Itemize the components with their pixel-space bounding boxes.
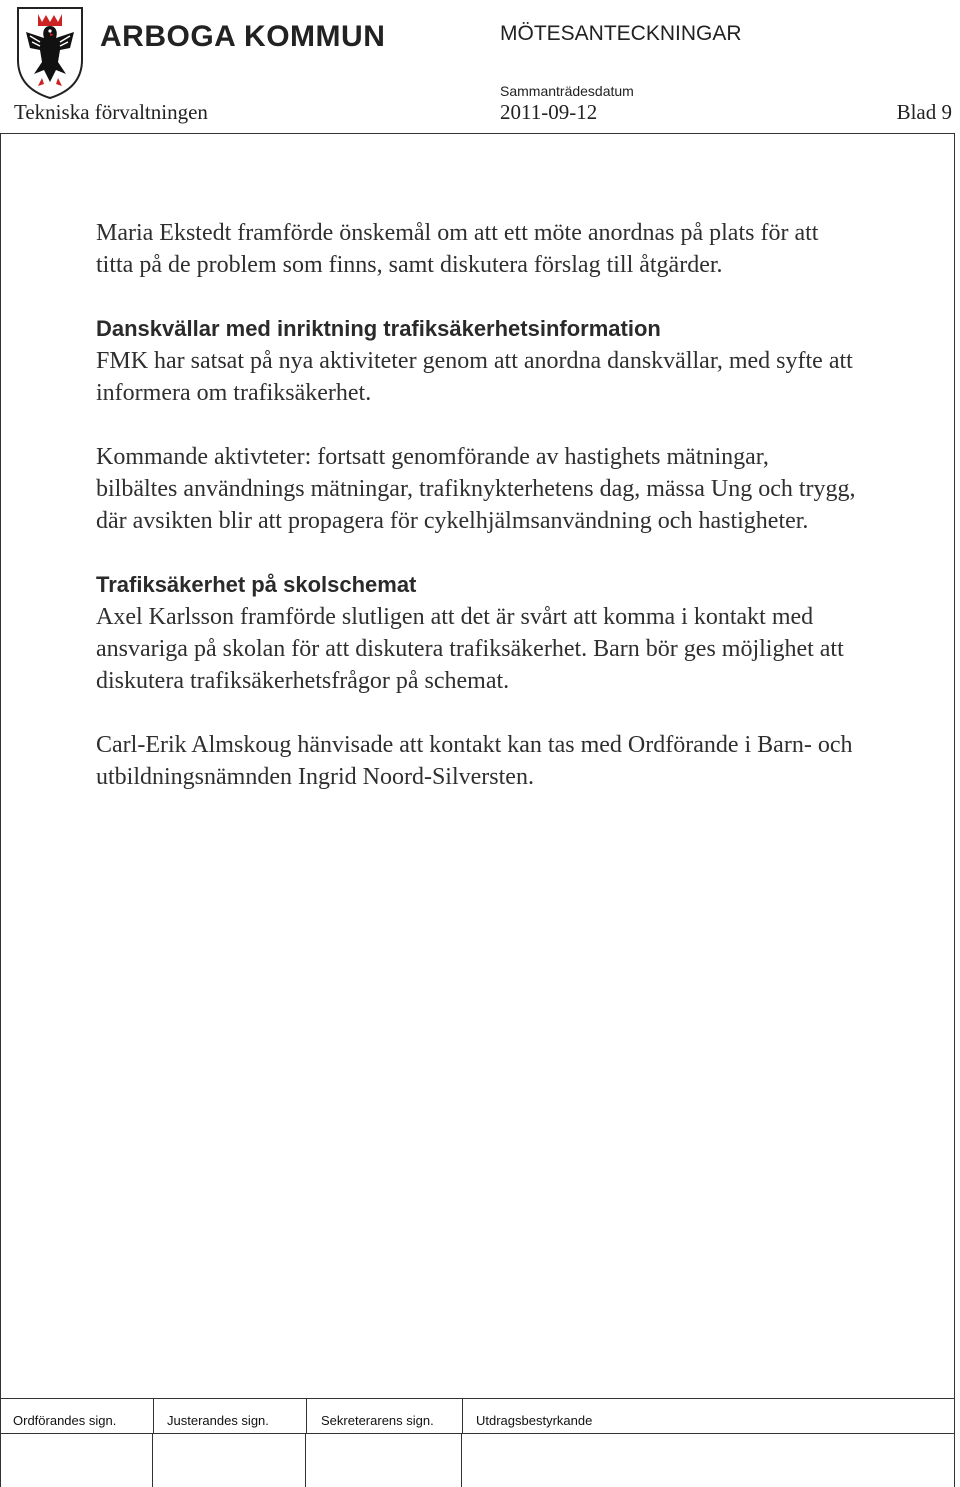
heading-dance-evenings: Danskvällar med inriktning trafiksäkerhetsinformation [96, 316, 661, 341]
document-type: MÖTESANTECKNINGAR [500, 22, 742, 45]
signature-box-secretary [306, 1399, 463, 1433]
paragraph-fmk-activities: FMK har satsat på nya aktiviteter genom att anordna danskvällar, med syfte att informera om trafiksäkerhet. [96, 348, 853, 406]
secretary-sign-label: Sekreterarens sign. [321, 1413, 434, 1428]
signature-space-secretary [305, 1434, 462, 1487]
signature-row [0, 1398, 955, 1434]
signature-box-adjuster [153, 1399, 307, 1433]
paragraph-upcoming-activities: Kommande aktivteter: fortsatt genomförande av hastighets mätningar, bilbältes användnings mätningar, trafiknykterhetens dag, mässa Ung och trygg, där avsikten blir att propagera för cykelhjälmsanvändning och hastigheter. [96, 444, 856, 534]
paragraph-school-contact: Axel Karlsson framförde slutligen att det är svårt att komma i kontakt med ansvariga på skolan för att diskutera trafiksäkerhet. Barn bör ges möjlighet att diskutera trafiksäkerhetsfrågor på schemat. [96, 604, 844, 694]
municipality-name: ARBOGA KOMMUN [100, 20, 386, 53]
sheet-number: Blad 9 [896, 100, 952, 124]
signature-box-extract [462, 1399, 955, 1433]
adjuster-sign-label: Justerandes sign. [167, 1413, 269, 1428]
meeting-date: 2011-09-12 [500, 100, 598, 124]
department-name: Tekniska förvaltningen [14, 100, 208, 124]
signature-box-chair [1, 1399, 154, 1433]
signature-space-adjuster [152, 1434, 306, 1487]
chair-sign-label: Ordförandes sign. [13, 1413, 117, 1428]
signature-space-chair [1, 1434, 153, 1487]
signature-area [0, 1434, 955, 1487]
paragraph-site-visit: Maria Ekstedt framförde önskemål om att ett möte anordnas på plats för att titta på de problem som finns, samt diskutera förslag till åtgärder. [96, 220, 819, 278]
document-body [96, 217, 856, 825]
paragraph-board-contact: Carl-Erik Almskoug hänvisade att kontakt kan tas med Ordförande i Barn- och utbildningsnämnden Ingrid Noord-Silversten. [96, 732, 853, 790]
extract-certify-label: Utdragsbestyrkande [476, 1413, 593, 1428]
municipal-crest-logo [14, 4, 86, 100]
heading-school-schedule: Trafiksäkerhet på skolschemat [96, 572, 417, 597]
meeting-date-label: Sammanträdesdatum [500, 83, 634, 99]
